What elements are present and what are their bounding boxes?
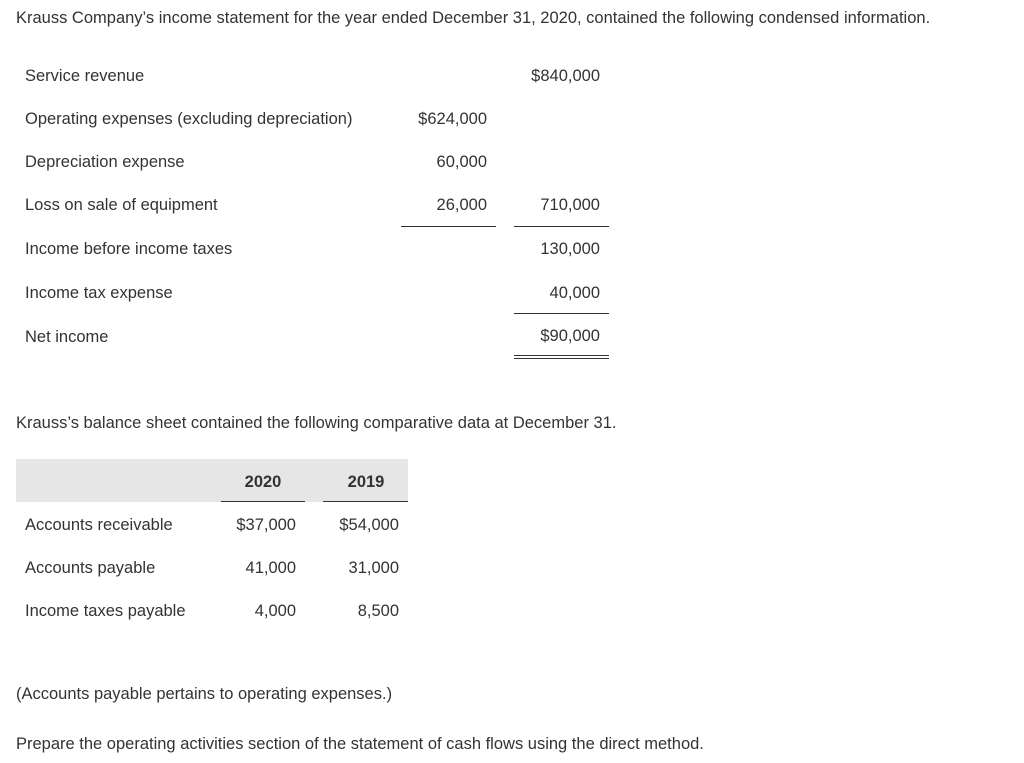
row-label: Depreciation expense bbox=[25, 153, 185, 171]
subtotal-rule bbox=[514, 226, 609, 227]
row-amount: 60,000 bbox=[436, 153, 487, 171]
cell-2020: $37,000 bbox=[236, 516, 296, 534]
intro-text: Krauss Company’s income statement for the year ended December 31, 2020, contained the following condensed information. bbox=[16, 9, 931, 27]
row-label: Income tax expense bbox=[25, 284, 173, 302]
row-label: Accounts payable bbox=[25, 559, 156, 577]
double-rule bbox=[514, 355, 609, 359]
row-label: Loss on sale of equipment bbox=[25, 196, 218, 214]
row-amount: $624,000 bbox=[418, 110, 487, 128]
instruction-text: Prepare the operating activities section of the statement of cash flows using the direct method. bbox=[16, 735, 704, 753]
row-label: Income before income taxes bbox=[25, 240, 233, 258]
cell-2020: 4,000 bbox=[254, 602, 296, 620]
column-header-2020: 2020 bbox=[244, 473, 282, 491]
header-rule bbox=[221, 501, 305, 502]
cell-2019: 31,000 bbox=[348, 559, 399, 577]
row-label: Service revenue bbox=[25, 67, 145, 85]
row-label: Net income bbox=[25, 328, 109, 346]
column-header-2019: 2019 bbox=[347, 473, 385, 491]
row-total: $840,000 bbox=[531, 67, 600, 85]
cell-2019: $54,000 bbox=[339, 516, 399, 534]
row-label: Operating expenses (excluding depreciation) bbox=[25, 110, 353, 128]
row-label: Accounts receivable bbox=[25, 516, 173, 534]
balance-intro-text: Krauss’s balance sheet contained the following comparative data at December 31. bbox=[16, 414, 617, 432]
row-label: Income taxes payable bbox=[25, 602, 186, 620]
row-total: 130,000 bbox=[540, 240, 600, 258]
row-amount: 26,000 bbox=[436, 196, 487, 214]
row-total: 40,000 bbox=[549, 284, 600, 302]
subtotal-rule bbox=[401, 226, 496, 227]
header-rule bbox=[323, 501, 408, 502]
note-text: (Accounts payable pertains to operating expenses.) bbox=[16, 685, 393, 703]
row-total: $90,000 bbox=[540, 327, 600, 345]
subtotal-rule bbox=[514, 313, 609, 314]
cell-2020: 41,000 bbox=[245, 559, 296, 577]
cell-2019: 8,500 bbox=[357, 602, 399, 620]
row-total: 710,000 bbox=[540, 196, 600, 214]
